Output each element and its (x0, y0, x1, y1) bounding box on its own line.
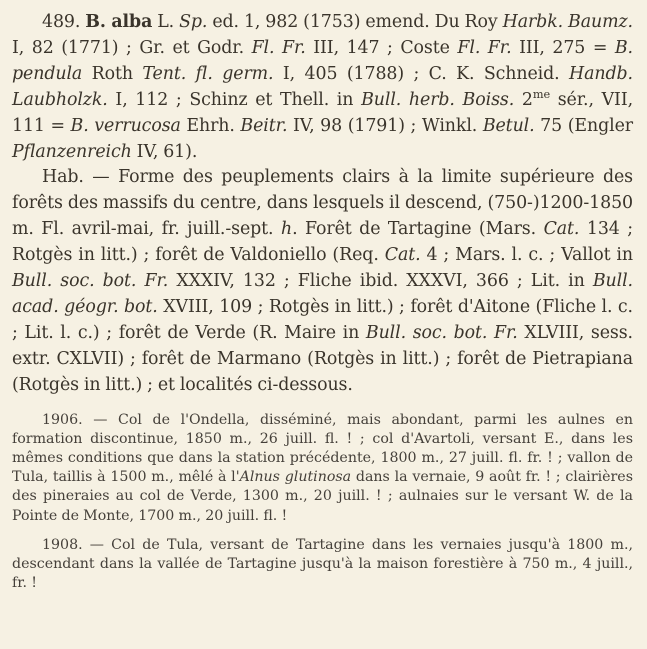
observation-1906: 1906. — Col de l'Ondella, disséminé, mais abondant, parmi les aulnes en formation discontinue, 1850 m., 26 juill. fl. ! ; col d'Avartoli, versant E., dans les mêmes conditions que dans la station précédente, 1800 m., 27 juill. fl. fr. ! ; vallon de Tula, taillis à 1500 m., mêlé à l'Alnus glutinosa dans la vernaie, 9 août fr. ! ; clairières des pineraies au col de Verde, 1300 m., 20 juill. ! ; aulnaies sur le versant W. de la Pointe de Monte, 1700 m., 20 juill. fl. ! (12, 411, 633, 524)
entry-number: 489. (42, 12, 81, 32)
species-entry (12, 10, 633, 399)
habitat-paragraph: Hab. — Forme des peuplements clairs à la limite supérieure des forêts des massifs du centre, dans lesquels il descend, (750-)1200-1850 m. Fl. avril-mai, fr. juill.-sept. ℎ. Forêt de Tartagine (Mars. Cat. 134 ; Rotgès in litt.) ; forêt de Valdoniello (Req. Cat. 4 ; Mars. l. c. ; Vallot in Bull. soc. bot. Fr. XXXIV, 132 ; Fliche ibid. XXXVI, 366 ; Lit. in Bull. acad. géogr. bot. XVIII, 109 ; Rotgès in litt.) ; forêt d'Aitone (Fliche l. c. ; Lit. l. c.) ; forêt de Verde (R. Maire in Bull. soc. bot. Fr. XLVIII, sess. extr. CXLVII) ; forêt de Marmano (Rotgès in litt.) ; forêt de Pietrapiana (Rotgès in litt.) ; et localités ci-dessous. (12, 167, 633, 395)
species-citation: 489. B. alba L. Sp. ed. 1, 982 (1753) emend. Du Roy Harbk. Baumz. I, 82 (1771) ; Gr. et Godr. Fl. Fr. III, 147 ; Coste Fl. Fr. III, 275 = B. pendula Roth Tent. fl. germ. I, 405 (1788) ; C. K. Schneid. Handb. Laubholzk. I, 112 ; Schinz et Thell. in Bull. herb. Boiss. $2^{me}$ sér., VII, 111 = B. verrucosa Ehrh. Beitr. IV, 98 (1791) ; Winkl. Betul. 75 (Engler Pflanzenreich IV, 61). (12, 12, 634, 162)
observation-1908: 1908. — Col de Tula, versant de Tartagine dans les vernaies jusqu'à 1800 m., descendant dans la vallée de Tartagine jusqu'à la maison forestière à 750 m., 4 juill., fr. ! (12, 536, 633, 592)
species-name: B. alba (85, 12, 153, 32)
